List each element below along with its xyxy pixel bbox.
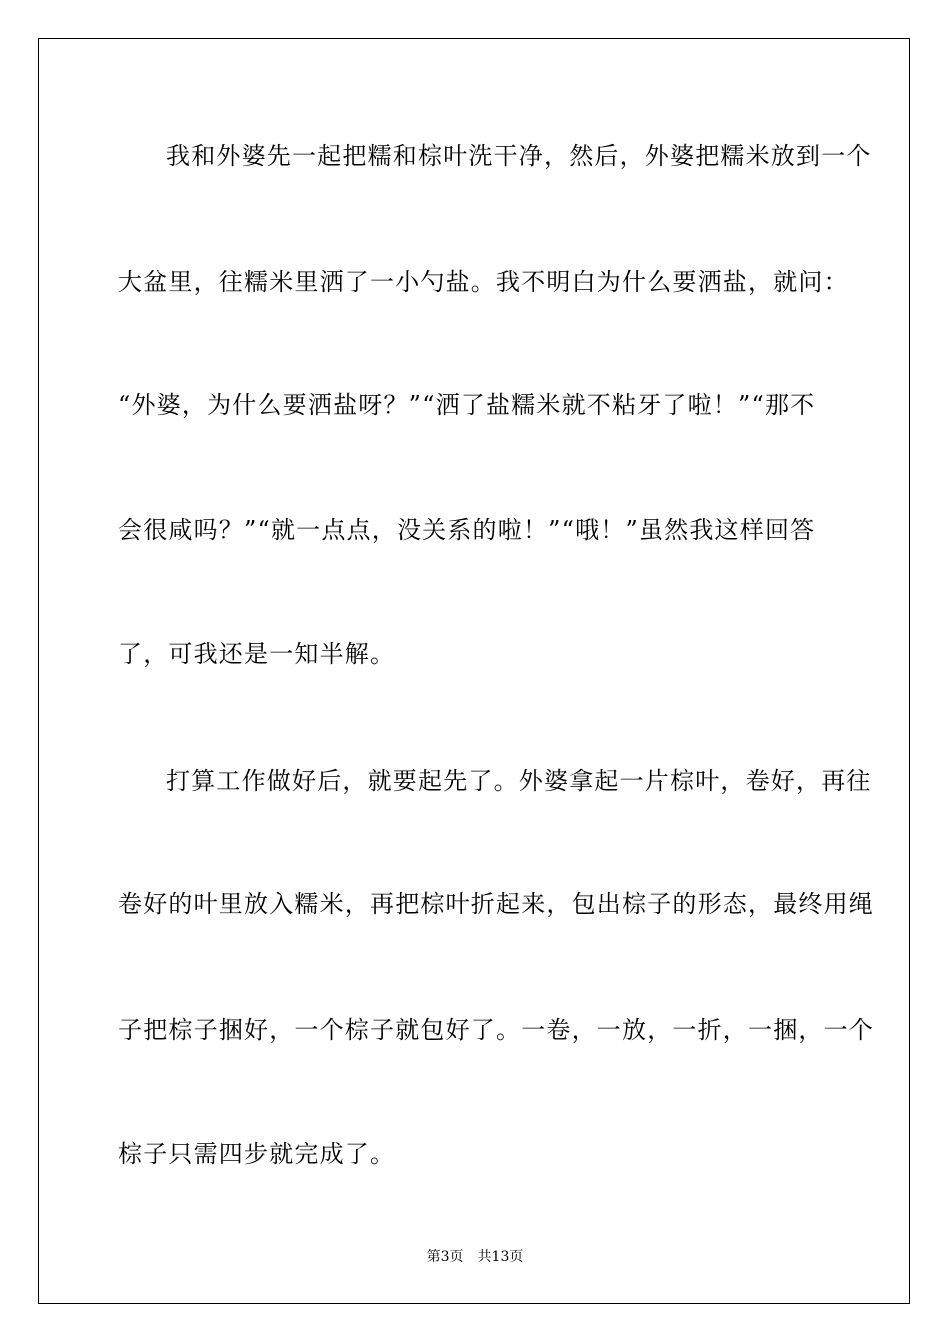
paragraph-1-line-5: 了，可我还是一知半解。 (118, 640, 396, 668)
page-number: 第3页 (426, 1249, 464, 1265)
total-pages: 共13页 (477, 1249, 524, 1265)
paragraph-1-line-2: 大盆里，往糯米里洒了一小勺盐。我不明白为什么要洒盐，就问： (118, 268, 849, 296)
paragraph-1-line-3: “外婆，为什么要洒盐呀？”“洒了盐糯米就不粘牙了啦！”“那不 (118, 391, 816, 419)
paragraph-2-line-3: 子把棕子捆好，一个棕子就包好了。一卷，一放，一折，一捆，一个 (118, 1016, 874, 1044)
paragraph-2-line-4: 棕子只需四步就完成了。 (118, 1140, 396, 1168)
paragraph-1-line-1: 我和外婆先一起把糯和棕叶洗干净，然后，外婆把糯米放到一个 (166, 142, 872, 170)
page-footer (0, 1246, 950, 1266)
page-border (38, 38, 910, 1304)
paragraph-2-line-1: 打算工作做好后，就要起先了。外婆拿起一片棕叶，卷好，再往 (166, 767, 872, 795)
paragraph-2-line-2: 卷好的叶里放入糯米，再把棕叶折起来，包出棕子的形态，最终用绳 (118, 890, 874, 918)
paragraph-1-line-4: 会很咸吗？”“就一点点，没关系的啦！”“哦！”虽然我这样回答 (118, 516, 816, 544)
